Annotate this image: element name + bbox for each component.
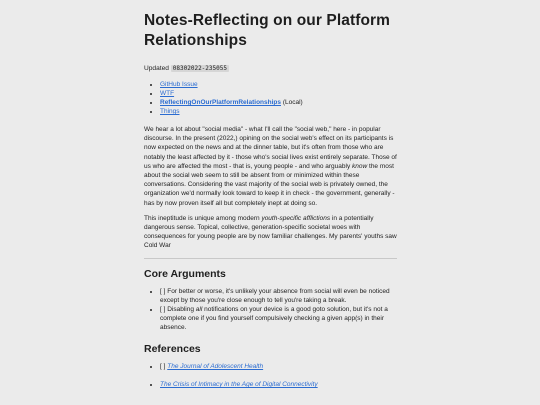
local-note-link[interactable]: ReflectingOnOurPlatformRelationships	[160, 99, 281, 106]
updated-label: Updated	[144, 65, 169, 72]
core-arguments-list	[144, 287, 397, 333]
divider	[144, 258, 397, 259]
list-item	[160, 89, 397, 98]
local-suffix: (Local)	[282, 99, 303, 106]
reference-link[interactable]: The Crisis of Intimacy in the Age of Digital Connectivity	[160, 380, 318, 388]
text-run: in a potentially dangerous sense. Topical, collective, generation-specific societal woes with consequences for young people are by now familiar challenges. My parents' youths saw Cold War	[144, 214, 397, 250]
text-run: the most about the social web seem to still be absent from or minimized within these conversations. Considering the vast majority of the social web is privately owned, the organization we'd normally look toward to keep it in check - the government, generally - has by now proven itself all but completely inept at doing so.	[144, 162, 395, 207]
core-arguments-heading: Core Arguments	[144, 267, 226, 280]
emphasis: youth-specific afflictions	[261, 214, 331, 222]
references-list	[144, 362, 397, 389]
list-item	[160, 305, 397, 333]
github-issue-link[interactable]: GitHub Issue	[160, 81, 198, 88]
note-page	[144, 0, 397, 389]
text-run: notifications on your device is a good goto solution, but it's not a complete one if you find yourself compulsively checking a given app(s) in their absence.	[160, 306, 388, 332]
intro-paragraph-1	[144, 125, 397, 208]
list-item	[160, 362, 397, 371]
reference-link[interactable]: The Journal of Adolescent Health	[167, 362, 264, 370]
list-item	[160, 80, 397, 89]
list-item	[160, 107, 397, 116]
updated-stamp: 08302022-235055	[172, 65, 227, 72]
checkbox-marker: [ ]	[160, 362, 168, 370]
emphasis: know	[352, 162, 368, 170]
wtf-link[interactable]: WTF	[160, 90, 175, 97]
text-run: We hear a lot about "social media" - what I'll call the "social web," here - in popular discourse. In the present (2022,) opining on the social web's effect on its participants is now expected on the news and at the dinner table, but it's often from those who are notably the least affected by it - those who's social lives exist entirely separate. Those of us who are affected the most - that is, young people - and who arguably	[144, 126, 397, 170]
page-title: Notes-Reflecting on our Platform Relationships	[144, 12, 391, 49]
list-item	[160, 380, 397, 389]
text-run: [ ] Disabling	[160, 306, 196, 314]
list-item	[160, 98, 397, 107]
references-heading: References	[144, 342, 201, 355]
updated-line	[144, 65, 397, 72]
intro-paragraph-2	[144, 214, 397, 251]
list-item: • [ ] For better or worse, it's unlikely your absence from social will even be noticed except by those you're close enough to tell you're taking a break.	[160, 287, 397, 305]
link-list	[144, 80, 397, 116]
emphasis: all	[195, 306, 203, 314]
text-run: This ineptitude is unique among modern	[144, 214, 262, 222]
things-link[interactable]: Things	[160, 108, 180, 115]
